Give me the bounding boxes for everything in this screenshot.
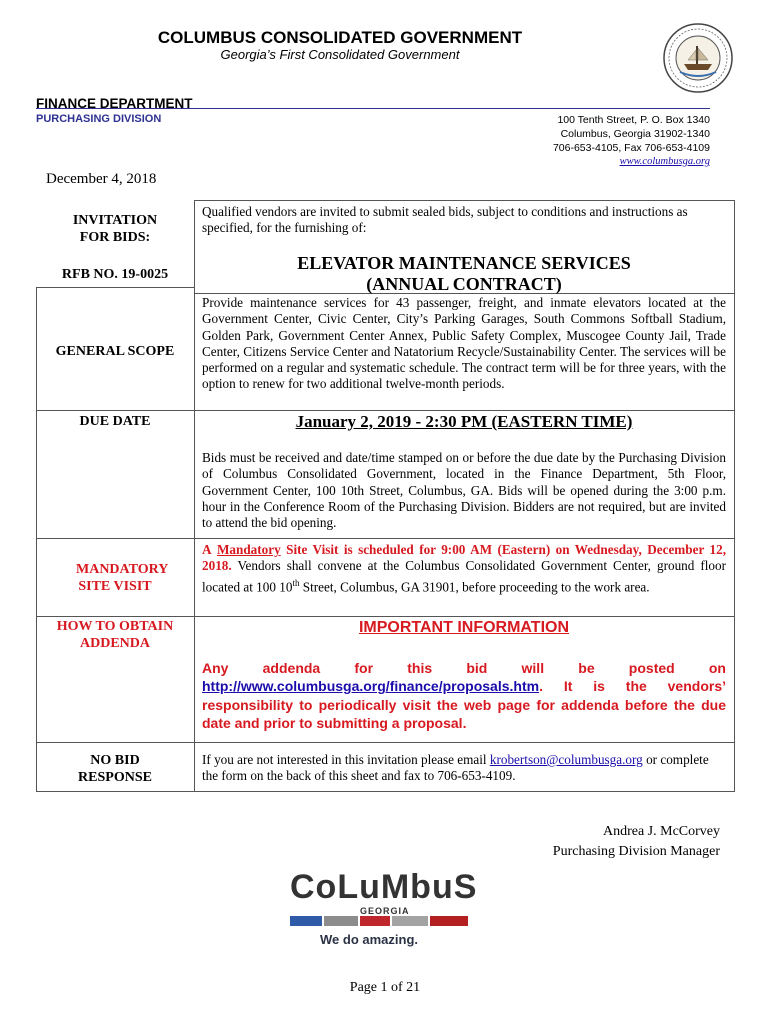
table-border-left xyxy=(36,287,37,791)
columbus-logo xyxy=(290,868,478,952)
logo-bar xyxy=(290,916,322,926)
site-bold-rest: Site Visit is scheduled for 9:00 AM (Eastern) on Wednesday, December 12, 2018. xyxy=(202,542,726,574)
site-a: A xyxy=(202,542,212,557)
department-name: FINANCE DEPARTMENT xyxy=(36,96,193,111)
addenda-post: . It is the vendors’ responsibility to periodically visit the web page for addenda before the due date and prior to submitting a proposal. xyxy=(202,678,726,731)
addenda-pre: Any addenda for this bid will be posted on xyxy=(202,660,726,676)
letter-date: December 4, 2018 xyxy=(46,171,157,187)
row-divider xyxy=(36,287,194,288)
table-border-right xyxy=(734,200,735,791)
important-heading: IMPORTANT INFORMATION xyxy=(358,619,570,636)
row-divider xyxy=(36,538,735,539)
scope-label: GENERAL SCOPE xyxy=(55,344,175,359)
addenda-text xyxy=(202,659,726,732)
row-divider xyxy=(36,410,735,411)
logo-bars xyxy=(290,916,468,926)
no-bid-post: or complete the form on the back of this sheet and fax to 706-653-4109. xyxy=(202,752,709,784)
scope-text: Provide maintenance services for 43 passenger, freight, and inmate elevators located at the Government Center, Civic Center, City’s Parking Garages, South Commons Softball Stadium, Golden Park, Government Center Annex, Public Safety Complex, Muscogee County Jail, Trade Center, Citizens Service Center and Natatorium Recycle/Sustainability Center. The services will be performed on a regular and systematic schedule. The contract term will be for three years, with the option to renew for two additional twelve-month periods. xyxy=(202,295,726,392)
signature-title: Purchasing Division Manager xyxy=(552,844,720,859)
logo-bar xyxy=(324,916,358,926)
page-number: Page 1 of 21 xyxy=(349,980,421,995)
address-phone: 706-653-4105, Fax 706-653-4109 xyxy=(552,142,710,154)
table-border-top xyxy=(194,200,735,201)
service-title xyxy=(202,253,726,295)
site-visit-label: MANDATORY SITE VISIT xyxy=(76,562,169,594)
address-block xyxy=(553,113,710,169)
addenda-link[interactable]: http://www.columbusga.org/finance/proposals.htm xyxy=(202,678,540,695)
logo-tagline: We do amazing. xyxy=(320,932,418,947)
website-link[interactable]: www.columbusga.org xyxy=(619,156,710,167)
logo-wordmark: CoLuMbuS xyxy=(290,868,478,906)
service-title-line2: (ANNUAL CONTRACT) xyxy=(366,274,562,294)
division-name: PURCHASING DIVISION xyxy=(36,113,162,125)
site-visit-text xyxy=(202,542,726,595)
header-title: COLUMBUS CONSOLIDATED GOVERNMENT xyxy=(157,28,523,47)
table-border-mid xyxy=(194,200,195,791)
invitation-text: Qualified vendors are invited to submit sealed bids, subject to conditions and instructions as specified, for the furnishing of: xyxy=(202,204,688,236)
header-subtitle: Georgia’s First Consolidated Government xyxy=(220,47,460,62)
signature-name: Andrea J. McCorvey xyxy=(602,824,720,839)
due-text: Bids must be received and date/time stamped on or before the due date by the Purchasing Division of Columbus Consolidated Government, located in the Finance Department, 5th Floor, Government Center, 100 10th Street, Columbus, GA. Bids will be opened during the 3:00 p.m. hour in the Conference Room of the Purchasing Division. Bidders are not required, but are invited to attend the bid opening. xyxy=(202,450,726,531)
due-date: January 2, 2019 - 2:30 PM (EASTERN TIME) xyxy=(295,412,633,431)
site-text-1: Vendors shall convene at the Columbus Consolidated Government Center, ground floor located at 100 10 xyxy=(202,558,727,594)
rfb-number: RFB NO. 19-0025 xyxy=(61,267,169,282)
header-divider xyxy=(36,108,710,109)
logo-bar xyxy=(360,916,390,926)
row-divider xyxy=(36,616,735,617)
addenda-label: HOW TO OBTAIN ADDENDA xyxy=(56,619,174,651)
no-bid-email[interactable]: krobertson@columbusga.org xyxy=(489,752,643,767)
invitation-label: INVITATION FOR BIDS: xyxy=(72,213,158,245)
no-bid-text xyxy=(202,752,726,785)
logo-bar xyxy=(430,916,468,926)
signature-block xyxy=(553,822,720,862)
city-seal-icon xyxy=(662,22,734,94)
no-bid-pre: If you are not interested in this invitation please email xyxy=(202,752,487,767)
due-label: DUE DATE xyxy=(79,414,151,429)
site-sup: th xyxy=(292,577,300,588)
site-text-2: Street, Columbus, GA 31901, before proceeding to the work area. xyxy=(302,578,650,594)
logo-state: GEORGIA xyxy=(360,906,410,916)
address-city: Columbus, Georgia 31902-1340 xyxy=(560,128,710,140)
address-street: 100 Tenth Street, P. O. Box 1340 xyxy=(557,114,710,126)
no-bid-label: NO BID RESPONSE xyxy=(78,753,152,785)
row-divider xyxy=(36,742,735,743)
logo-bar xyxy=(392,916,428,926)
service-title-line1: ELEVATOR MAINTENANCE SERVICES xyxy=(297,253,631,273)
site-mandatory: Mandatory xyxy=(216,542,281,557)
